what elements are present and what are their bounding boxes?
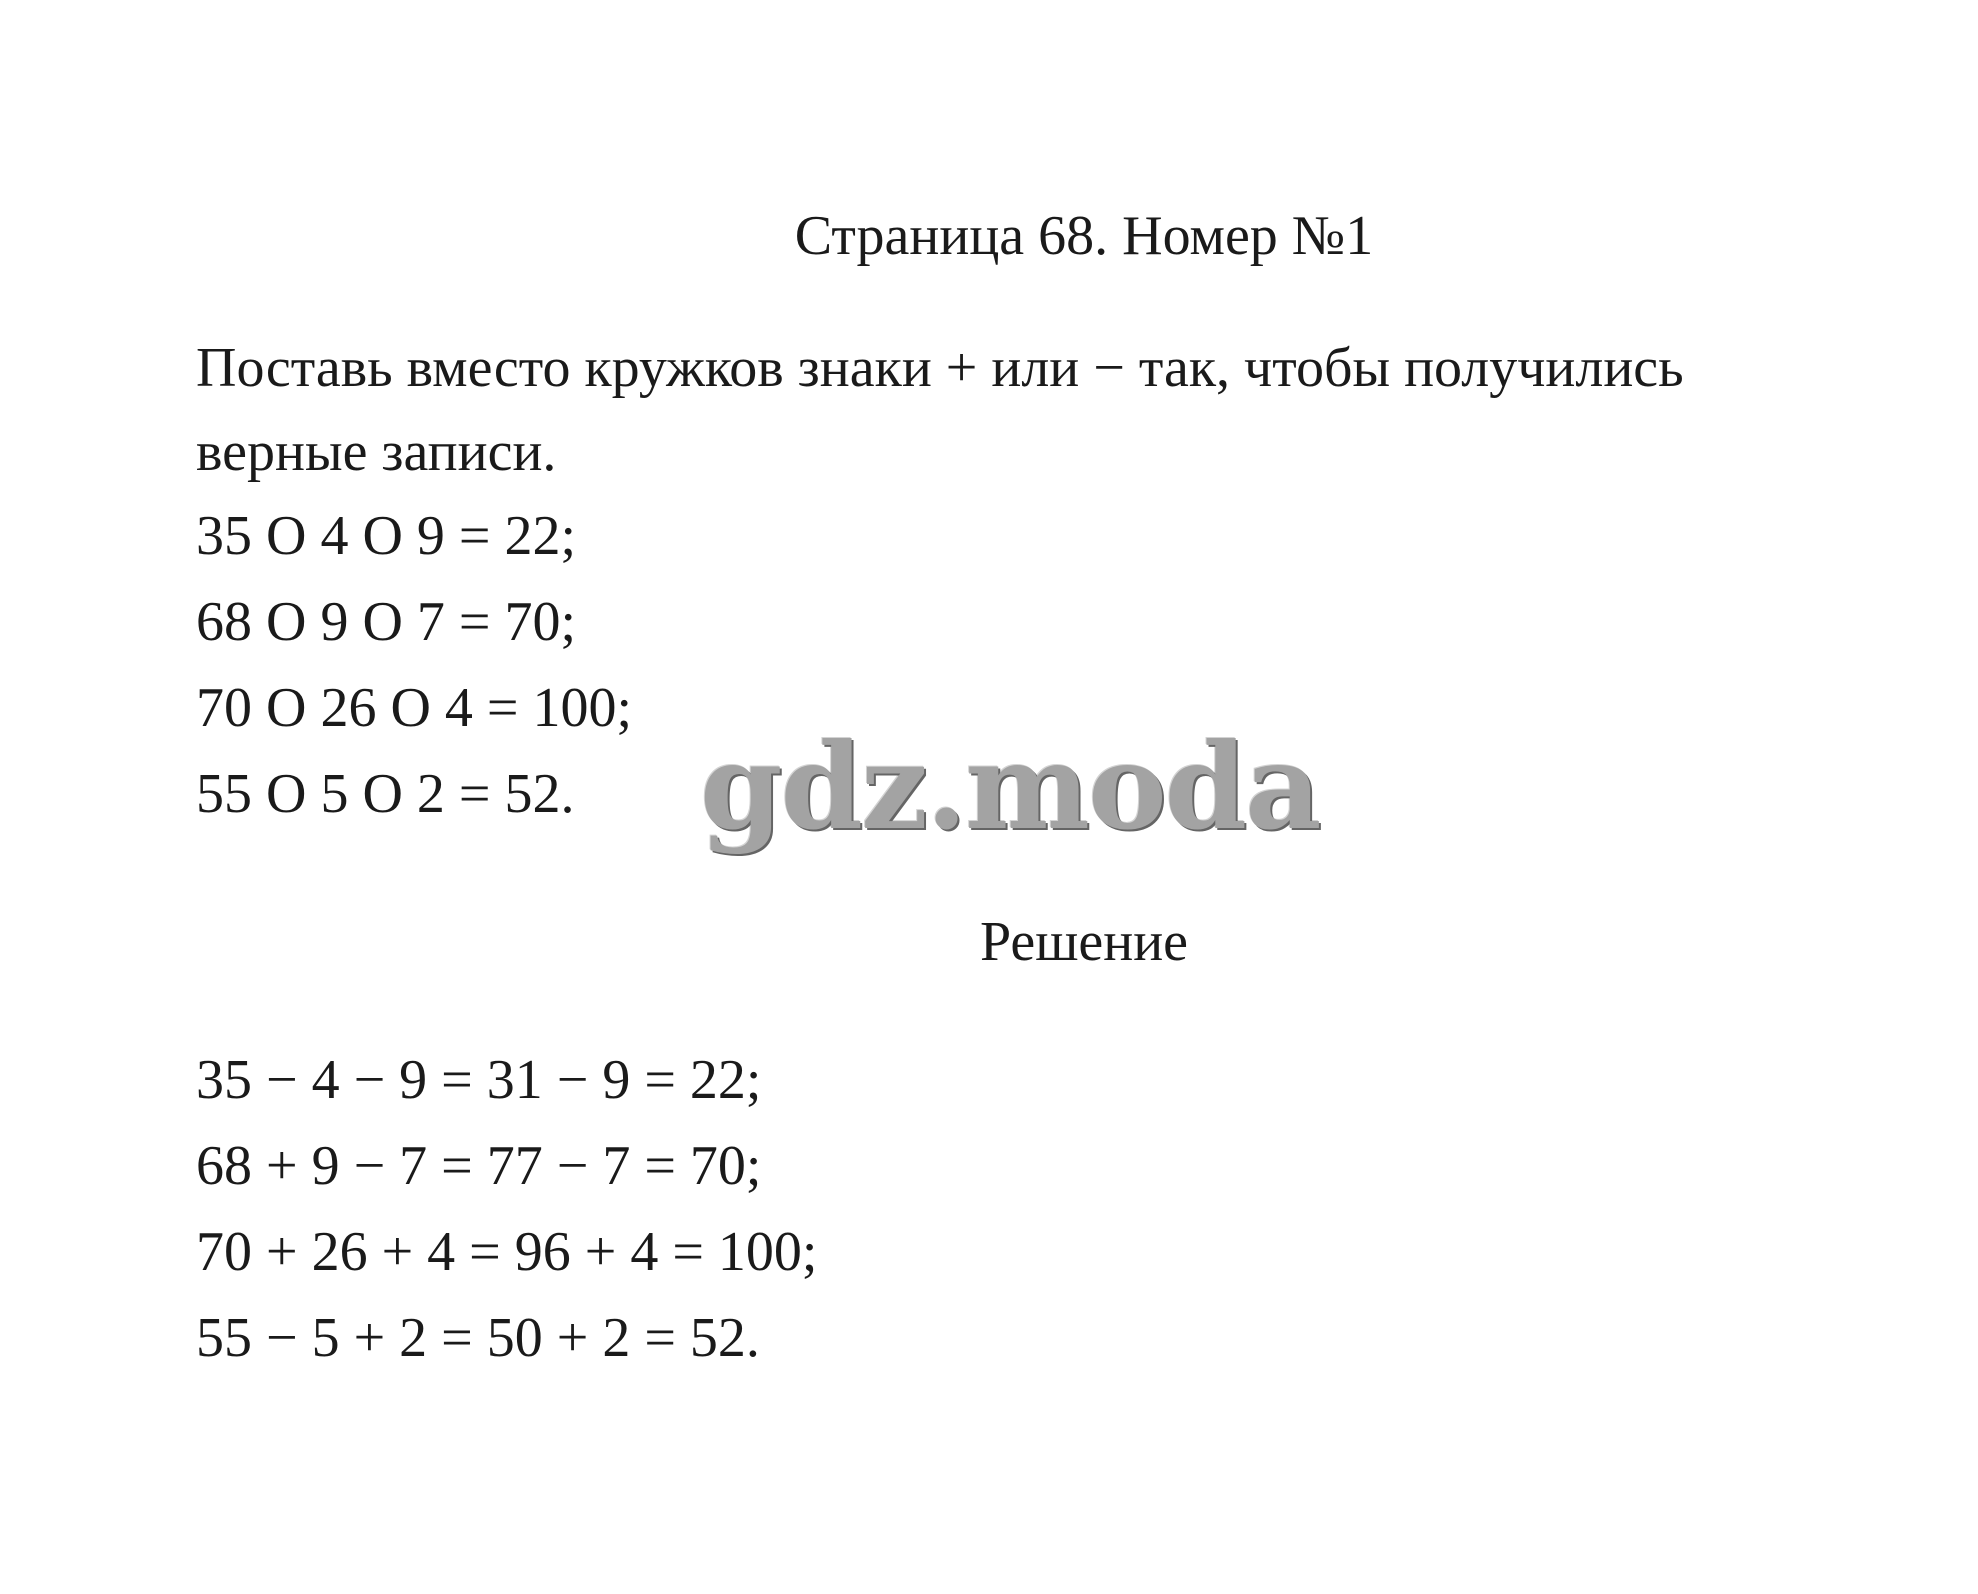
task-expression: 55 O 5 O 2 = 52. <box>196 763 575 825</box>
watermark-logo: gdz.moda <box>700 717 1320 856</box>
task-expression: 70 O 26 O 4 = 100; <box>196 677 633 739</box>
task-expression: 35 O 4 O 9 = 22; <box>196 505 577 567</box>
task-expression: 68 O 9 O 7 = 70; <box>196 591 577 653</box>
task-statement <box>196 326 1836 494</box>
solution-heading: Решение <box>979 911 1189 973</box>
task-text-line-2: верные записи. <box>196 421 557 483</box>
solution-line: 68 + 9 − 7 = 77 − 7 = 70; <box>196 1135 762 1197</box>
solution-line: 35 − 4 − 9 = 31 − 9 = 22; <box>196 1049 762 1111</box>
task-text-line-1: Поставь вместо кружков знаки + или − так, чтобы получились <box>196 337 1684 399</box>
solution-line: 55 − 5 + 2 = 50 + 2 = 52. <box>196 1307 760 1369</box>
solution-line: 70 + 26 + 4 = 96 + 4 = 100; <box>196 1221 818 1283</box>
page-title: Страница 68. Номер №1 <box>794 205 1374 267</box>
